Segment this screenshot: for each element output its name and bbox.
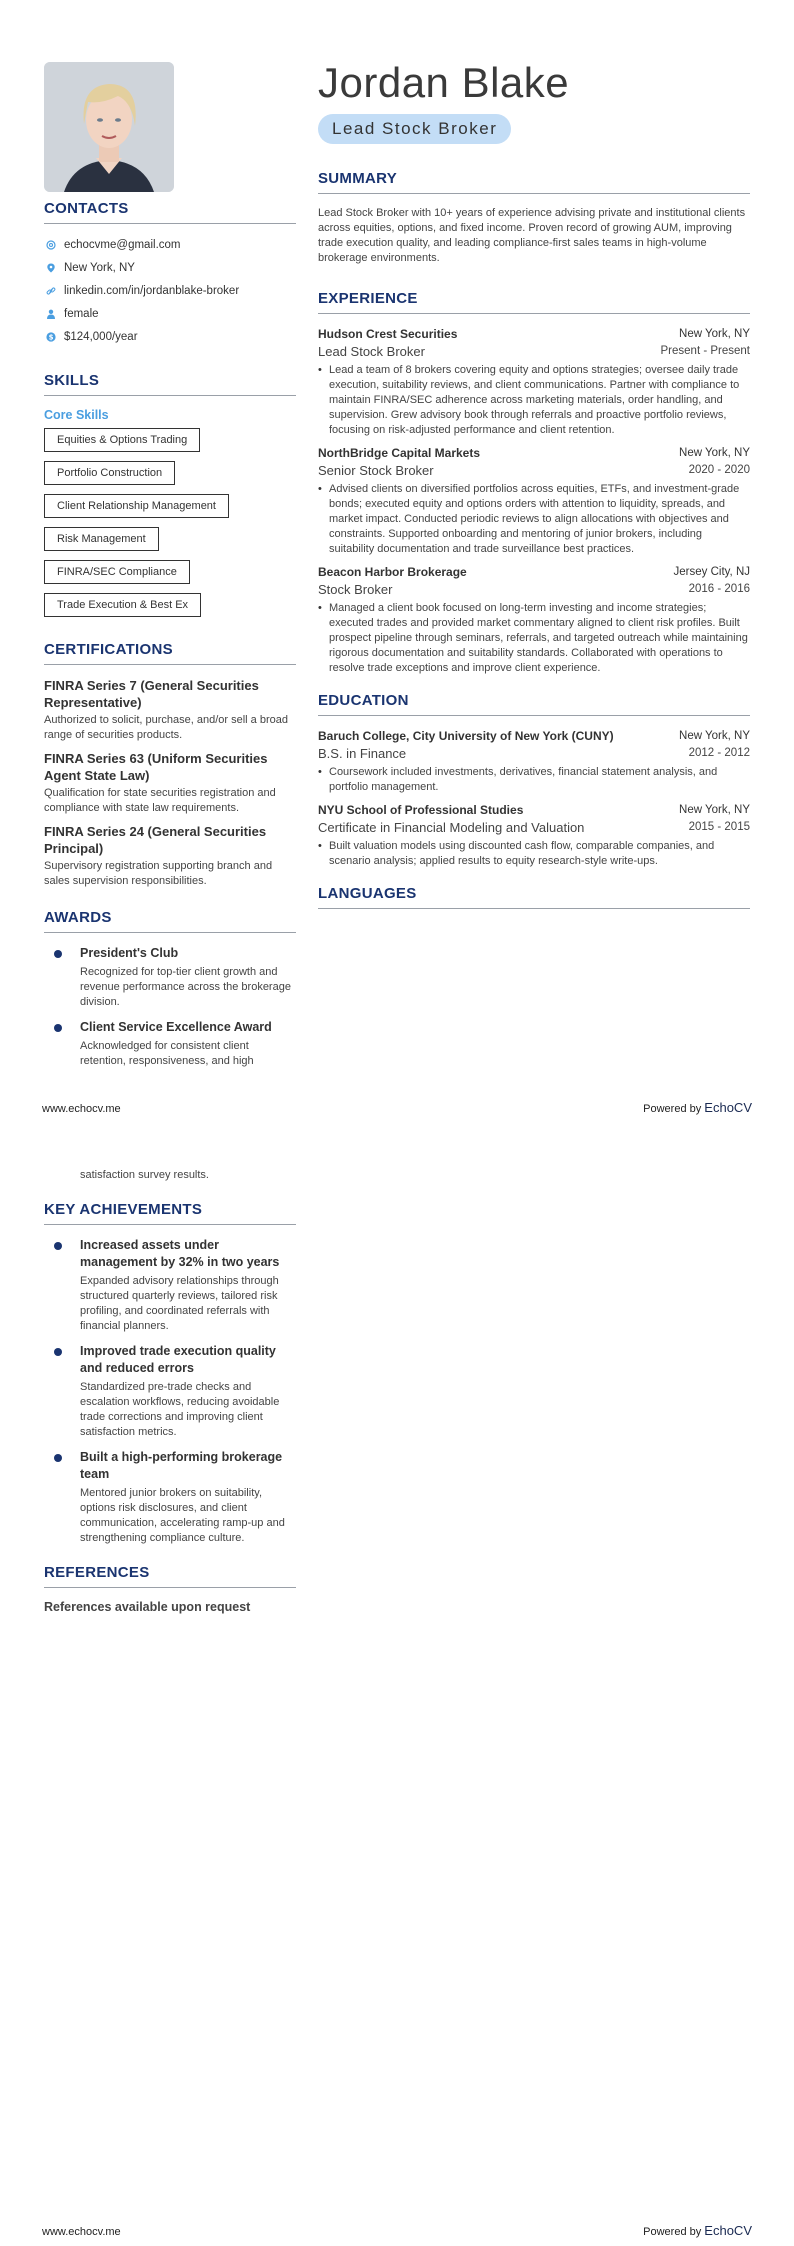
references-text: References available upon request [44, 1600, 251, 1614]
footer-site-link[interactable]: www.echocv.me [42, 1103, 121, 1115]
footer-brand: EchoCV [704, 1100, 752, 1115]
skills-list [44, 428, 296, 626]
certifications-heading: CERTIFICATIONS [44, 641, 296, 665]
contact-gender-text: female [64, 307, 99, 320]
achievement-desc: Standardized pre-trade checks and escalation workflows, reducing avoidable trade corrections and improving client satisfaction metrics. [80, 1381, 280, 1438]
degree: Certificate in Financial Modeling and Valuation [318, 820, 585, 835]
achievement-title: Built a high-performing brokerage team [80, 1450, 283, 1481]
certification-title: FINRA Series 63 (Uniform Securities Agent State Law) [44, 751, 268, 783]
certification-desc: Supervisory registration supporting branch and sales supervision responsibilities. [44, 860, 273, 887]
experience-item [318, 564, 750, 676]
education-bullet: • Coursework included investments, derivatives, financial statement analysis, and portfolio management. [329, 765, 750, 795]
achievement-desc: Mentored junior brokers on suitability, options risk disclosures, and client communication, accelerating ramp-up and strengthening compliance culture. [80, 1487, 285, 1544]
education-dates: 2012 - 2012 [688, 747, 750, 759]
location-pin-icon [46, 263, 56, 273]
core-skills-label: Core Skills [44, 408, 109, 422]
certification-item [44, 677, 296, 743]
left-column [44, 62, 296, 1078]
achievement-desc: Expanded advisory relationships through structured quarterly reviews, tailored risk profiling, and coordinated referrals with financial planners. [80, 1275, 279, 1332]
role-badge: Lead Stock Broker [318, 114, 511, 144]
contact-email[interactable] [44, 233, 296, 256]
contact-salary [44, 325, 296, 348]
job-dates: 2016 - 2016 [688, 583, 750, 595]
achievement-title: Increased assets under management by 32% in two years [80, 1238, 280, 1269]
education-list [318, 728, 750, 869]
degree: B.S. in Finance [318, 746, 407, 761]
school-location: New York, NY [679, 730, 750, 742]
job-location: New York, NY [679, 447, 750, 459]
certification-title: FINRA Series 7 (General Securities Representative) [44, 678, 259, 710]
page-footer [42, 1095, 752, 1115]
bullet-dot [54, 1348, 62, 1356]
achievement-item [44, 1343, 296, 1440]
contact-linkedin-text: linkedin.com/in/jordanblake-broker [64, 284, 240, 297]
award-title: Client Service Excellence Award [80, 1020, 272, 1034]
education-heading: EDUCATION [318, 692, 750, 716]
skill-tag: Trade Execution & Best Ex [44, 593, 201, 617]
job-dates: Present - Present [660, 345, 750, 357]
education-item [318, 728, 750, 795]
person-icon [46, 309, 56, 319]
contact-gender [44, 302, 296, 325]
bullet-dot [54, 1242, 62, 1250]
contacts-heading: CONTACTS [44, 200, 296, 224]
job-location: Jersey City, NJ [673, 566, 750, 578]
job-location: New York, NY [679, 328, 750, 340]
education-bullet: • Built valuation models using discounted cash flow, comparable companies, and scenario analysis; applied results to equity research-style write-ups. [329, 839, 750, 869]
skill-tag: Client Relationship Management [44, 494, 229, 518]
right-column [318, 60, 750, 921]
powered-by-label: Powered by [643, 2226, 702, 2238]
award-continuation [44, 1168, 296, 1183]
school-name: Baruch College, City University of New York (CUNY) [318, 729, 614, 743]
footer-powered-by [643, 1100, 752, 1115]
languages-heading: LANGUAGES [318, 885, 750, 909]
certification-title: FINRA Series 24 (General Securities Principal) [44, 824, 267, 856]
bullet-dot [54, 1454, 62, 1462]
awards-heading: AWARDS [44, 909, 296, 933]
certification-item [44, 750, 296, 816]
bullet-dot [54, 1024, 62, 1032]
education-item [318, 802, 750, 869]
powered-by-label: Powered by [643, 1103, 702, 1115]
contact-linkedin[interactable] [44, 279, 296, 302]
job-dates: 2020 - 2020 [688, 464, 750, 476]
certification-desc: Qualification for state securities registration and compliance with state law requirements. [44, 787, 276, 814]
skills-heading: SKILLS [44, 372, 296, 396]
left-column-continued [44, 1168, 296, 1614]
contact-location-text: New York, NY [64, 261, 135, 274]
award-desc: Recognized for top-tier client growth and revenue performance across the brokerage division. [80, 966, 291, 1008]
certification-item [44, 823, 296, 889]
skill-tag: Equities & Options Trading [44, 428, 200, 452]
school-location: New York, NY [679, 804, 750, 816]
skill-tag: FINRA/SEC Compliance [44, 560, 190, 584]
references-heading: REFERENCES [44, 1564, 296, 1588]
awards-list [44, 945, 296, 1069]
contact-email-text: echocvme@gmail.com [64, 238, 181, 251]
job-title: Stock Broker [318, 582, 393, 597]
experience-item [318, 326, 750, 438]
footer-powered-by [643, 2223, 752, 2238]
summary-heading: SUMMARY [318, 170, 750, 194]
at-icon [46, 240, 56, 250]
bullet-dot [54, 950, 62, 958]
summary-text: Lead Stock Broker with 10+ years of experience advising private and institutional clients across equities, options, and fixed income. Proven record of growing AUM, improving trade execution quality, and leading compliance-first sales teams in high-volume brokerage environments. [318, 207, 746, 264]
experience-list [318, 326, 750, 676]
education-dates: 2015 - 2015 [688, 821, 750, 833]
resume-page-2 [0, 1123, 794, 2246]
experience-heading: EXPERIENCE [318, 290, 750, 314]
achievements-list [44, 1237, 296, 1546]
contacts-list [44, 233, 296, 348]
candidate-name: Jordan Blake [318, 59, 570, 106]
job-bullet: • Advised clients on diversified portfolios across equities, ETFs, and investment-grade bonds; executed equity and options orders with attention to liquidity, spreads, and market impact. Conducted periodic reviews to align allocations with objectives and constraints. Supported onboarding and mentoring of junior brokers, including suitability documentation and trade surveillance best practices. [329, 482, 750, 557]
award-item [44, 945, 296, 1010]
certifications-list [44, 677, 296, 889]
award-title: President's Club [80, 946, 179, 960]
profile-photo [44, 62, 174, 192]
footer-site-link[interactable]: www.echocv.me [42, 2226, 121, 2238]
dollar-coin-icon [46, 332, 56, 342]
achievement-item [44, 1237, 296, 1334]
job-title: Lead Stock Broker [318, 344, 425, 359]
achievements-heading: KEY ACHIEVEMENTS [44, 1201, 296, 1225]
contact-location [44, 256, 296, 279]
job-title: Senior Stock Broker [318, 463, 434, 478]
contact-salary-text: $124,000/year [64, 330, 138, 343]
award-desc: Acknowledged for consistent client retention, responsiveness, and high [80, 1040, 254, 1067]
company-name: Beacon Harbor Brokerage [318, 565, 467, 579]
company-name: NorthBridge Capital Markets [318, 446, 481, 460]
school-name: NYU School of Professional Studies [318, 803, 524, 817]
job-bullet: • Managed a client book focused on long-term investing and income strategies; executed trades and provided market commentary aligned to client risk profiles. Built prospect pipeline through seminars, referrals, and targeted outreach while maintaining rigorous documentation and suitability standards. Collaborated with operations to resolve trade exceptions and improve client experience. [329, 601, 750, 676]
page-footer [42, 2218, 752, 2238]
certification-desc: Authorized to solicit, purchase, and/or sell a broad range of securities products. [44, 714, 288, 741]
skill-tag: Risk Management [44, 527, 159, 551]
award-item [44, 1019, 296, 1069]
skill-tag: Portfolio Construction [44, 461, 175, 485]
achievement-item [44, 1449, 296, 1546]
award-desc-continued: satisfaction survey results. [80, 1169, 209, 1181]
achievement-title: Improved trade execution quality and reduced errors [80, 1344, 276, 1375]
experience-item [318, 445, 750, 557]
job-bullet: • Lead a team of 8 brokers covering equity and options strategies; oversee daily trade execution, suitability reviews, and client communications. Partner with compliance to maintain FINRA/SEC adherence across marketing materials, order handling, and supervision. Grew advisory book through referrals and proactive portfolio reviews, focusing on risk-adjusted performance and client retention. [329, 363, 750, 438]
company-name: Hudson Crest Securities [318, 327, 458, 341]
svg-text:$: $ [48, 333, 54, 342]
link-icon [46, 286, 56, 296]
footer-brand: EchoCV [704, 2223, 752, 2238]
